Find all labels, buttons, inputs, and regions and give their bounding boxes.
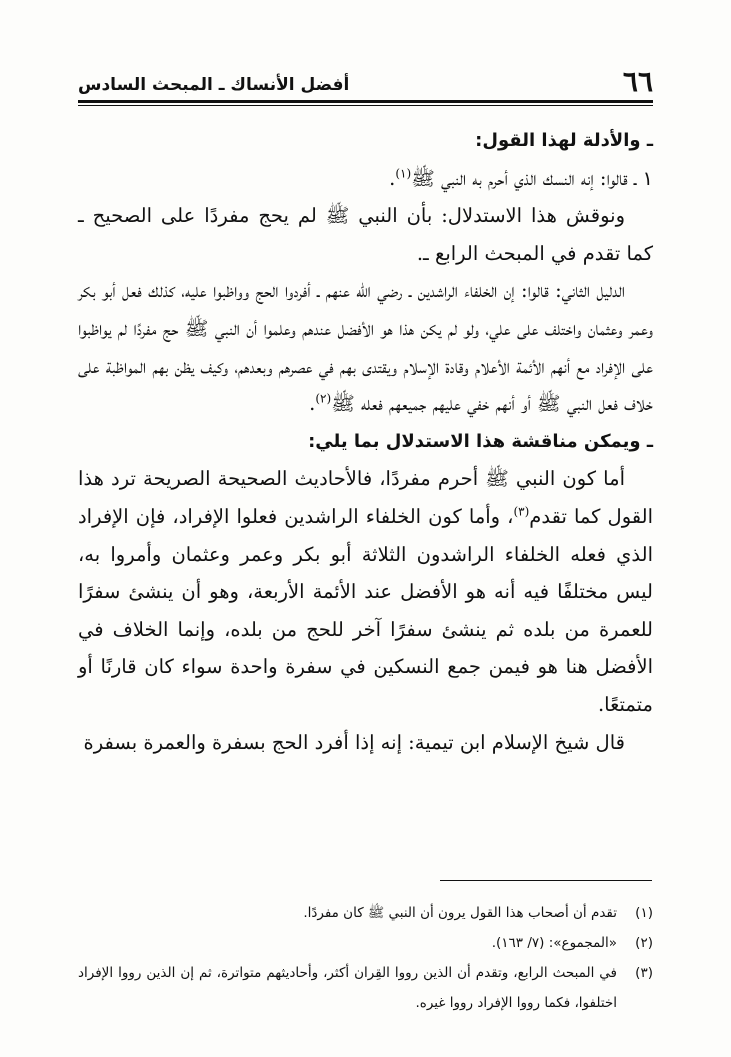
running-title: أفضل الأنساك ـ المبحث السادس [78, 75, 350, 95]
second-evidence-paragraph: الدليل الثاني: قالوا: إن الخلفاء الراشدين ـ رضي الله عنهم ـ أفردوا الحج وواظبوا عليه، كذلك فعل أبو بكر وعمر وعثمان واختلف على علي، ولو لم يكن هذا هو الأفضل عندهم وعلموا أن النبي ﷺ حج مفردًا لم يواظبوا على الإفراد مع أنهم الأئمة الأعلام وقادة الإسلام ويقتدى بهم في عصرهم وبعدهم، وكيف يظن بهم المواظبة على خلاف فعل النبي ﷺ أو أنهم خفي عليهم جميعهم فعله ﷺ$^{(٢)}$. [78, 279, 653, 416]
header-rule-thick [78, 100, 653, 103]
footnote-1 [78, 898, 653, 928]
footnote-text: «المجموع»: (٧/ ١٦٣). [491, 935, 617, 951]
footnote-3 [78, 958, 653, 1018]
section-heading: ـ والأدلة لهذا القول: [475, 130, 653, 151]
footnote-2 [78, 928, 653, 958]
footnote-separator [440, 880, 652, 881]
page-number: ٦٦ [622, 65, 653, 98]
header-rule-thin [78, 105, 653, 106]
discussion-paragraph: أما كون النبي ﷺ أحرم مفردًا، فالأحاديث الصحيحة الصريحة ترد هذا القول كما تقدم$^{(٣)}$، وأما كون الخلفاء الراشدين فعلوا الإفراد، فإن الإفراد الذي فعله الخلفاء الراشدون الثلاثة أبو بكر وعمر وعثمان وأمروا به، ليس مختلفًا فيه أنه هو الأفضل عند الأئمة الأربعة، وهو أن ينشئ سفرًا للعمرة من بلده ثم ينشئ سفرًا آخر للحج من بلده، وإنما الخلاف في الأفضل هنا هو فيمن جمع النسكين في سفرة واحدة سواء كان قارنًا أو متمتعًا. [78, 467, 653, 716]
footnotes [78, 898, 653, 1018]
footnote-text: في المبحث الرابع، وتقدم أن الذين رووا القِران أكثر، وأحاديثهم متواترة، ثم إن الذين رووا الإفراد اختلفوا، فكما رووا الإفراد رووا غيره. [78, 965, 617, 1011]
evidence-item-1: ١ ـ قالوا: إنه النسك الذي أحرم به النبي ﷺ$^{(١)}$. [389, 166, 653, 190]
footnote-ref-3[interactable]: (٣) [513, 504, 530, 519]
quote-paragraph: قال شيخ الإسلام ابن تيمية: إنه إذا أفرد الحج بسفرة والعمرة بسفرة [83, 730, 625, 754]
footnote-text: تقدم أن أصحاب هذا القول يرون أن النبي ﷺ كان مفردًا. [303, 905, 617, 921]
footnote-number: (٣) [635, 965, 653, 981]
refutation-paragraph: ونوقش هذا الاستدلال: بأن النبي ﷺ لم يحج مفردًا على الصحيح ـ كما تقدم في المبحث الرابع ـ. [78, 204, 653, 265]
discussion-heading: ـ ويمكن مناقشة هذا الاستدلال بما يلي: [308, 430, 653, 452]
page-header [78, 52, 653, 96]
footnote-ref-2[interactable]: (٢) [315, 391, 332, 406]
footnote-ref-1[interactable]: (١) [395, 166, 412, 181]
footnote-number: (٢) [635, 935, 653, 951]
main-text [78, 122, 653, 761]
footnote-number: (١) [635, 905, 653, 921]
